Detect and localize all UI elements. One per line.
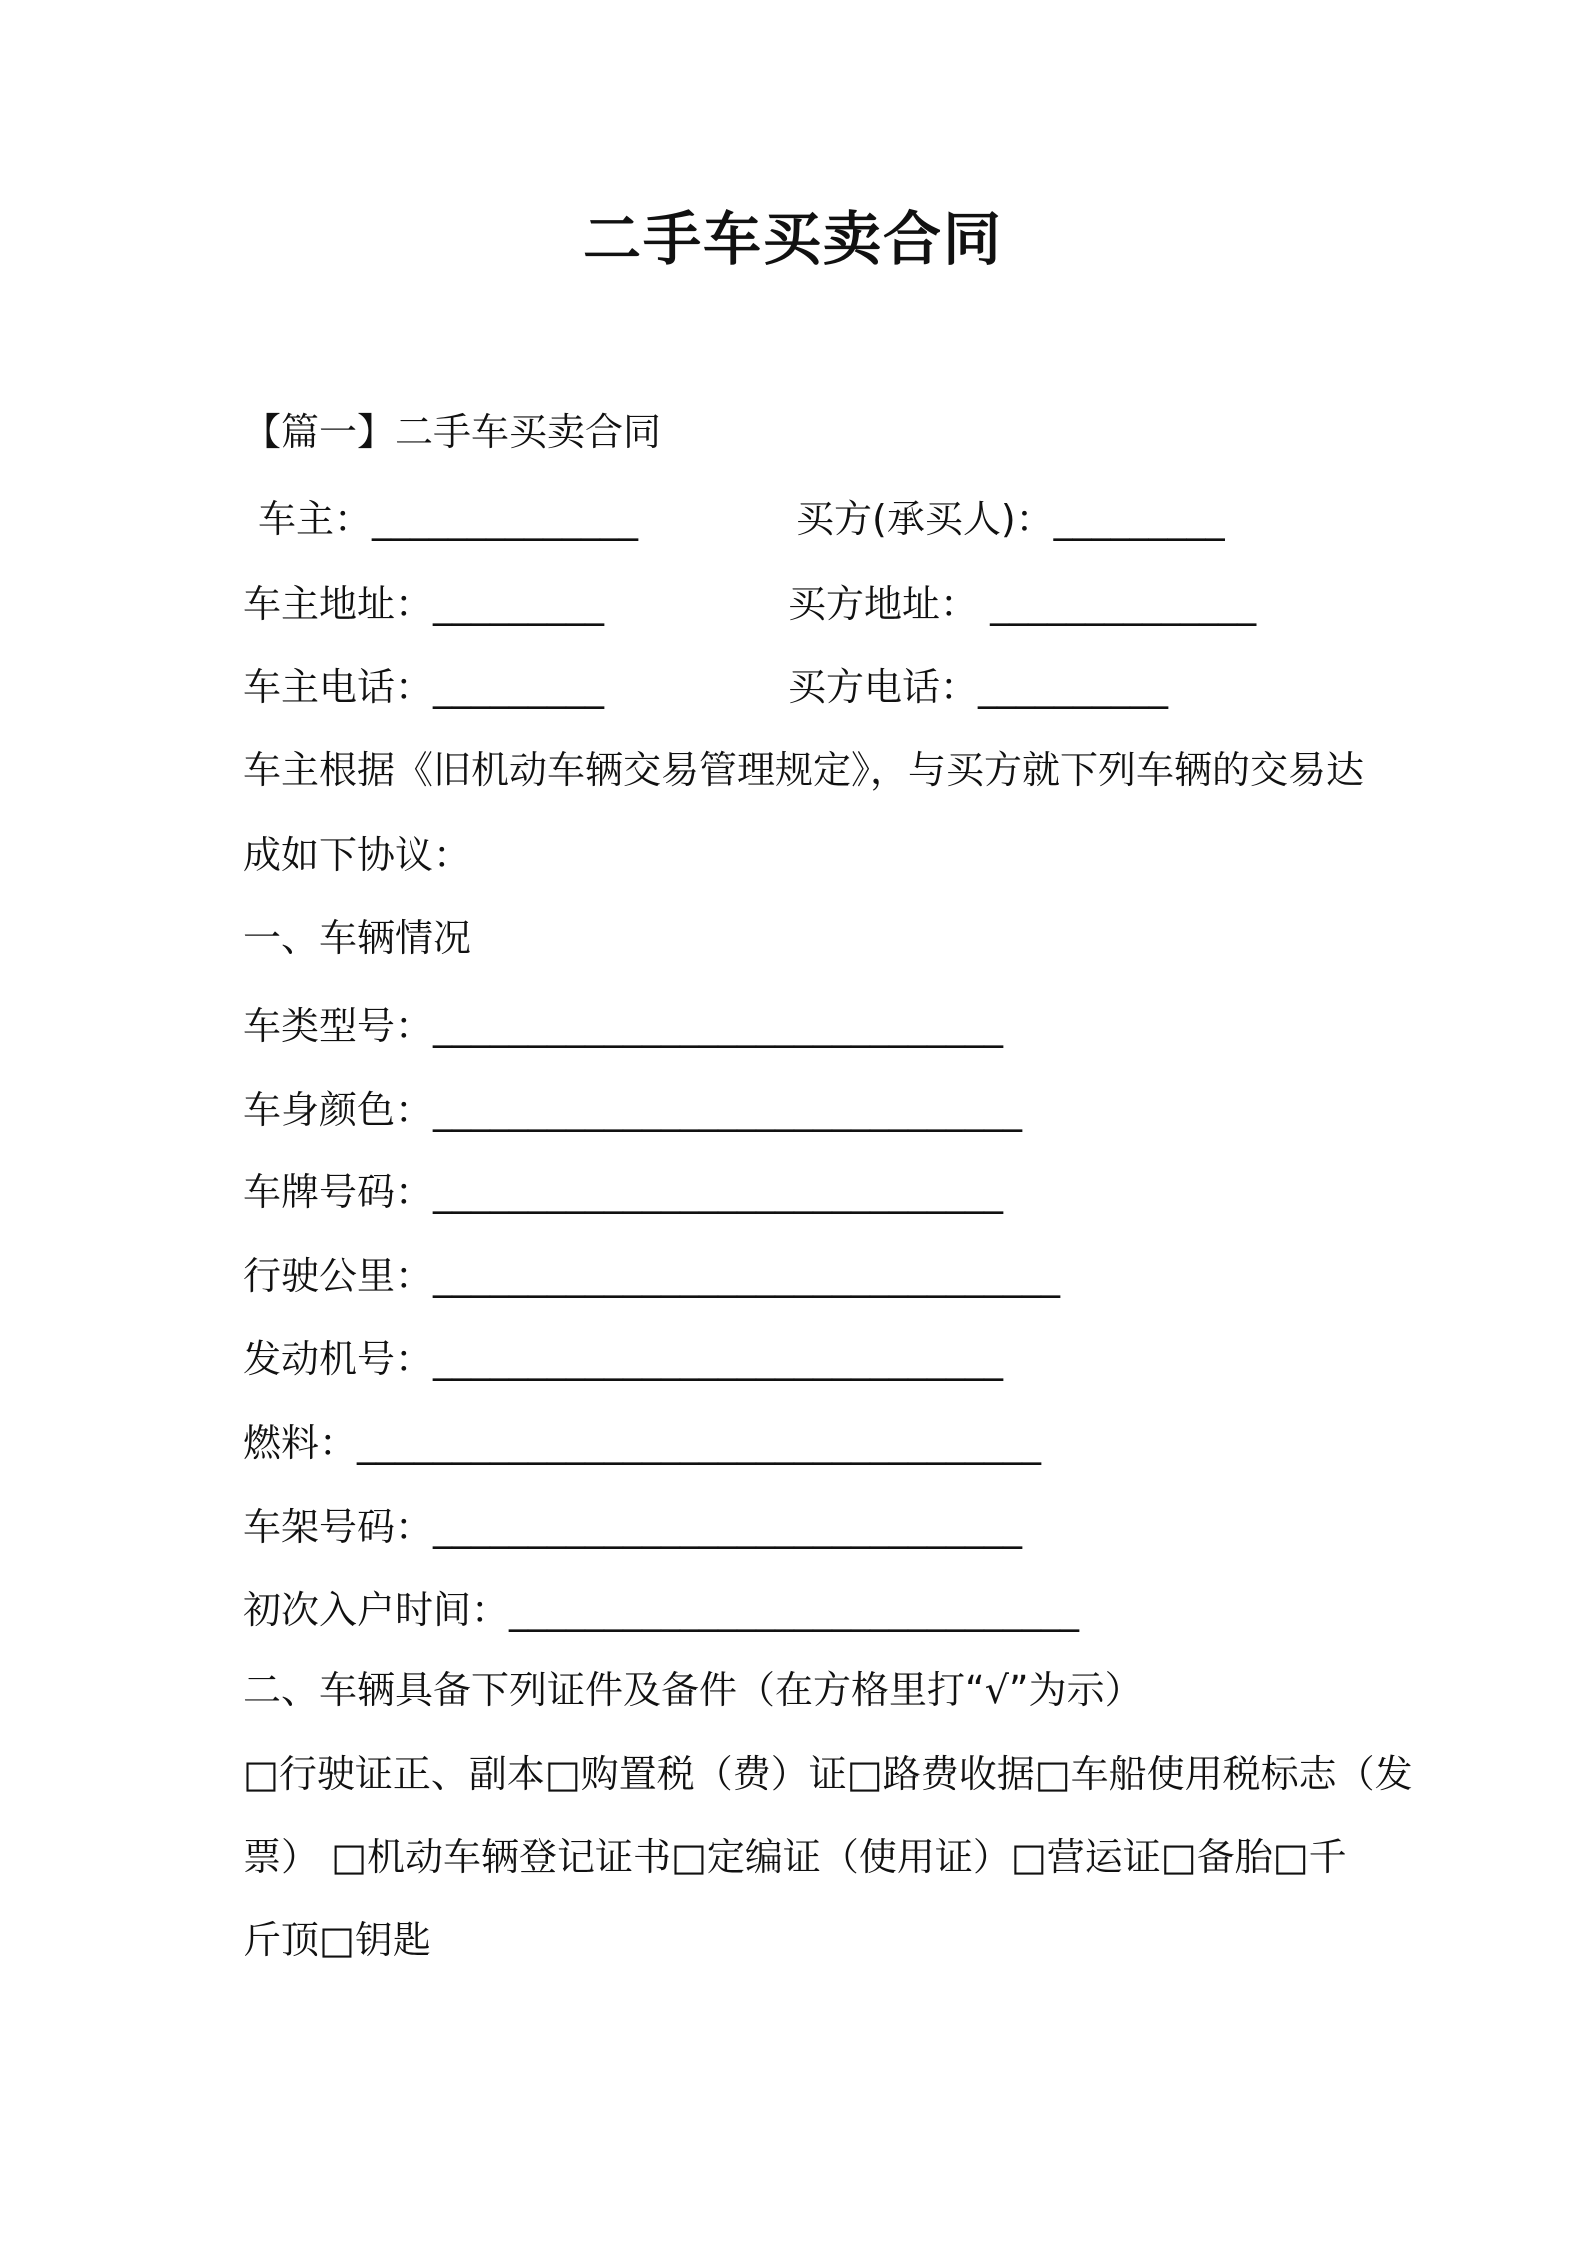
intro-line-1: 车主根据《旧机动车辆交易管理规定》，与买方就下列车辆的交易达 [243, 748, 1365, 792]
part-heading: 【篇一】二手车买卖合同 [243, 410, 662, 454]
buyer-address-field: 买方地址： ______________ [788, 582, 1257, 626]
owner-phone-field: 车主电话：_________ [243, 665, 605, 709]
first-registration-field: 初次入户时间：______________________________ [243, 1588, 1080, 1632]
vehicle-model-field: 车类型号：______________________________ [243, 1004, 1004, 1048]
buyer-field: 买方(承买人)：_________ [796, 497, 1225, 541]
intro-line-2: 成如下协议： [243, 833, 472, 877]
document-title: 二手车买卖合同 [582, 205, 1003, 273]
frame-number-field: 车架号码：_______________________________ [243, 1505, 1023, 1549]
buyer-phone-field: 买方电话：__________ [788, 665, 1169, 709]
checklist-line-1: □行驶证正、副本□购置税（费）证□路费收据□车船使用税标志（发 [243, 1752, 1413, 1796]
plate-number-field: 车牌号码：______________________________ [243, 1170, 1004, 1214]
checklist-line-3: 斤顶□钥匙 [243, 1918, 431, 1962]
vehicle-color-field: 车身颜色：_______________________________ [243, 1088, 1023, 1132]
owner-field: 车主：______________ [258, 497, 639, 541]
owner-address-field: 车主地址：_________ [243, 582, 605, 626]
checklist-line-2: 票） □机动车辆登记证书□定编证（使用证）□营运证□备胎□千 [243, 1835, 1347, 1879]
engine-number-field: 发动机号：______________________________ [243, 1337, 1004, 1381]
section-2-heading: 二、车辆具备下列证件及备件（在方格里打“√”为示） [243, 1668, 1143, 1712]
mileage-field: 行驶公里：_________________________________ [243, 1254, 1061, 1298]
fuel-field: 燃料：____________________________________ [243, 1421, 1042, 1465]
section-1-heading: 一、车辆情况 [243, 916, 472, 960]
